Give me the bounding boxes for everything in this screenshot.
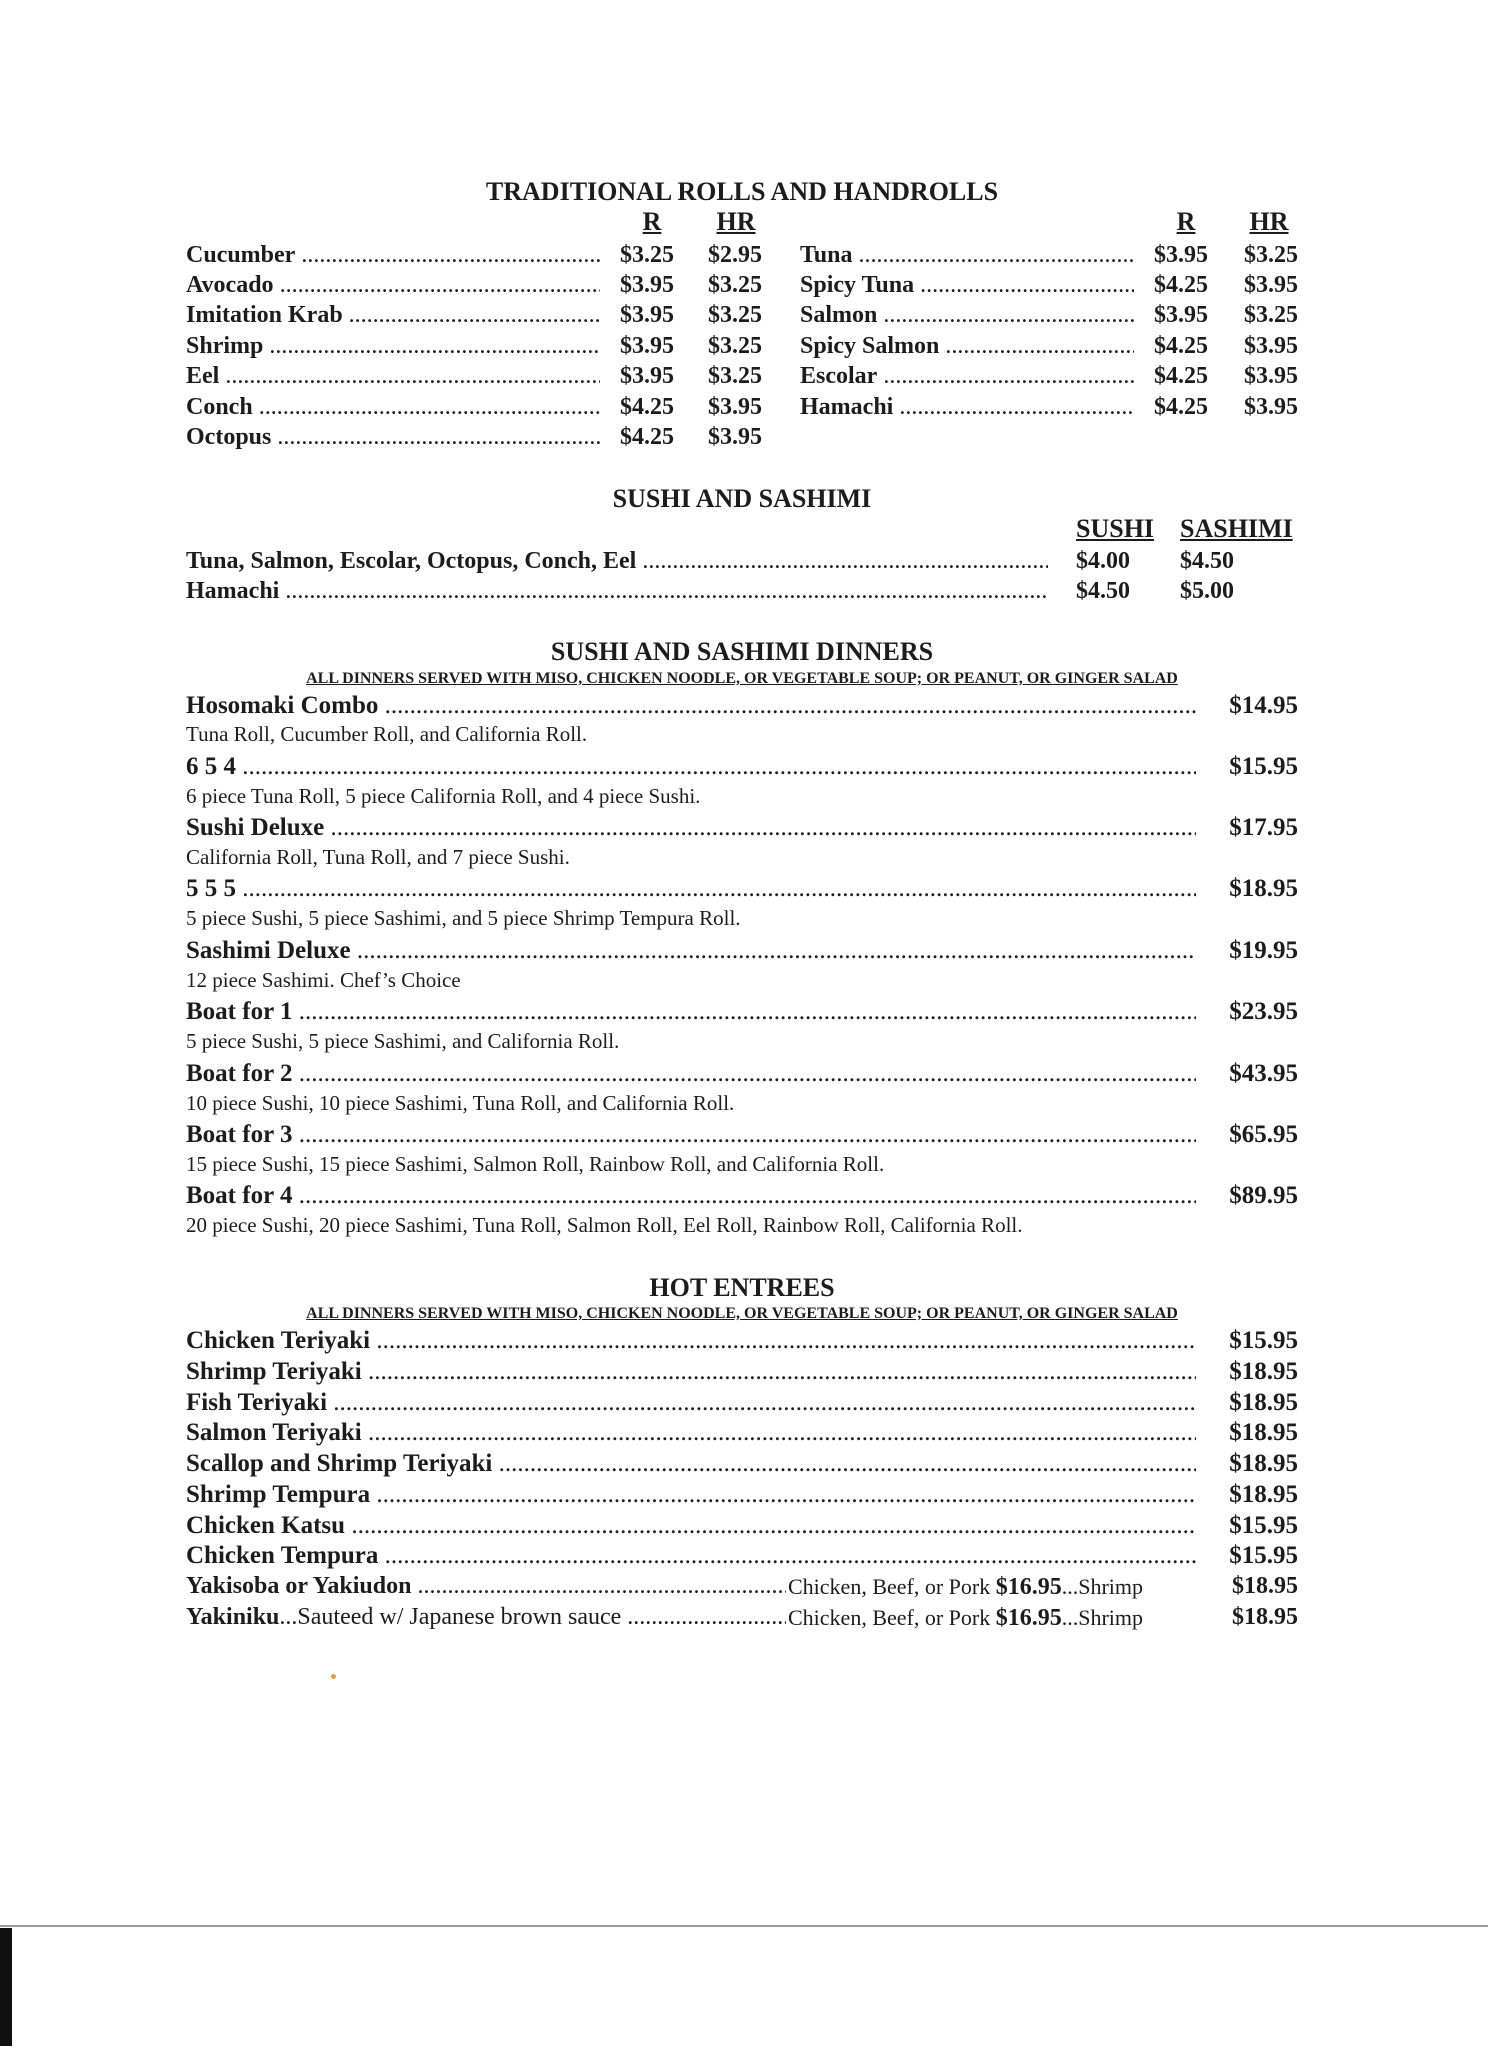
dinner-desc: 12 piece Sashimi. Chef’s Choice bbox=[186, 968, 461, 992]
roll-price-hr: $3.95 bbox=[1244, 333, 1298, 359]
roll-item bbox=[800, 300, 1300, 330]
roll-price-r: $3.95 bbox=[620, 302, 674, 328]
dinner-desc: 6 piece Tuna Roll, 5 piece California Roll, and 4 piece Sushi. bbox=[186, 784, 701, 808]
roll-price-r: $4.25 bbox=[620, 394, 674, 420]
roll-item bbox=[186, 331, 778, 361]
hot-name: Chicken Katsu ..... bbox=[186, 1510, 1196, 1541]
hot-item bbox=[186, 1540, 1298, 1571]
dinner-name: Boat for 4 ..... bbox=[186, 1180, 1196, 1211]
dinner-name: Boat for 1 ..... bbox=[186, 996, 1196, 1027]
sushi-price: $4.00 bbox=[1076, 548, 1130, 574]
roll-item bbox=[186, 270, 778, 300]
roll-name: Hamachi ..... bbox=[800, 392, 1134, 422]
special-alt: Shrimp bbox=[1078, 1574, 1144, 1599]
dinner-item bbox=[186, 873, 1298, 904]
dinner-price: $43.95 bbox=[1229, 1060, 1298, 1087]
dinner-price: $65.95 bbox=[1229, 1121, 1298, 1148]
dinner-item bbox=[186, 1180, 1298, 1211]
hot-item bbox=[186, 1325, 1298, 1356]
dinner-desc: Tuna Roll, Cucumber Roll, and California Roll. bbox=[186, 722, 588, 746]
dinner-price: $19.95 bbox=[1229, 937, 1298, 964]
roll-name: Conch ..... bbox=[186, 392, 600, 422]
hot-item bbox=[186, 1387, 1298, 1418]
special-name: Yakisoba or Yakiudon bbox=[186, 1573, 412, 1599]
hot-name: Fish Teriyaki ..... bbox=[186, 1387, 1196, 1418]
roll-price-hr: $3.95 bbox=[1244, 363, 1298, 389]
roll-price-hr: $3.95 bbox=[1244, 394, 1298, 420]
hot-item bbox=[186, 1479, 1298, 1510]
roll-price-r: $4.25 bbox=[1154, 272, 1208, 298]
roll-name: Shrimp ..... bbox=[186, 331, 600, 361]
hot-special-item bbox=[186, 1602, 1298, 1633]
dinner-desc: California Roll, Tuna Roll, and 7 piece Sushi. bbox=[186, 845, 570, 869]
hot-name: Scallop and Shrimp Teriyaki ..... bbox=[186, 1448, 1196, 1479]
roll-price-r: $3.95 bbox=[620, 333, 674, 359]
special-lead bbox=[186, 1571, 786, 1602]
dinners-note: ALL DINNERS SERVED WITH MISO, CHICKEN NOODLE, OR VEGETABLE SOUP; OR PEANUT, OR GINGER SALAD bbox=[306, 670, 1178, 687]
hot-price: $18.95 bbox=[1229, 1389, 1298, 1416]
roll-name: Spicy Tuna ..... bbox=[800, 270, 1134, 300]
dinner-desc: 5 piece Sushi, 5 piece Sashimi, and 5 piece Shrimp Tempura Roll. bbox=[186, 906, 741, 930]
roll-name: Cucumber ..... bbox=[186, 240, 600, 270]
roll-item bbox=[800, 270, 1300, 300]
dinner-name: Boat for 3 ..... bbox=[186, 1119, 1196, 1150]
roll-price-hr: $3.25 bbox=[1244, 302, 1298, 328]
roll-price-hr: $3.25 bbox=[708, 363, 762, 389]
roll-name: Spicy Salmon ..... bbox=[800, 331, 1134, 361]
hot-price: $18.95 bbox=[1229, 1419, 1298, 1446]
dinner-price: $23.95 bbox=[1229, 998, 1298, 1025]
hot-item bbox=[186, 1448, 1298, 1479]
roll-price-r: $4.25 bbox=[1154, 363, 1208, 389]
sashimi-price: $5.00 bbox=[1180, 578, 1234, 604]
roll-item bbox=[186, 361, 778, 391]
rolls-title: TRADITIONAL ROLLS AND HANDROLLS bbox=[485, 177, 999, 206]
roll-item bbox=[800, 331, 1300, 361]
roll-price-r: $3.95 bbox=[1154, 242, 1208, 268]
sushi-sashimi-title: SUSHI AND SASHIMI bbox=[612, 484, 872, 513]
rolls-right-col-r: R bbox=[1176, 207, 1196, 236]
roll-item bbox=[186, 300, 778, 330]
roll-price-hr: $3.95 bbox=[708, 424, 762, 450]
roll-name: Eel ..... bbox=[186, 361, 600, 391]
roll-price-hr: $3.25 bbox=[708, 333, 762, 359]
hot-name: Chicken Tempura ..... bbox=[186, 1540, 1196, 1571]
hot-price: $18.95 bbox=[1229, 1481, 1298, 1508]
special-options-text: Chicken, Beef, or Pork bbox=[788, 1605, 991, 1630]
sushi-price: $4.50 bbox=[1076, 578, 1130, 604]
rolls-left-col-hr: HR bbox=[716, 207, 756, 236]
roll-item bbox=[186, 422, 778, 452]
roll-price-hr: $2.95 bbox=[708, 242, 762, 268]
roll-price-hr: $3.25 bbox=[708, 302, 762, 328]
roll-name: Avocado ..... bbox=[186, 270, 600, 300]
roll-price-hr: $3.95 bbox=[1244, 272, 1298, 298]
dinner-name: 6 5 4 ..... bbox=[186, 751, 1196, 782]
special-alt: Shrimp bbox=[1078, 1605, 1144, 1630]
roll-price-r: $3.25 bbox=[620, 242, 674, 268]
roll-price-r: $3.95 bbox=[620, 363, 674, 389]
roll-item bbox=[800, 240, 1300, 270]
hot-name: Shrimp Teriyaki ..... bbox=[186, 1356, 1196, 1387]
dinner-item bbox=[186, 812, 1298, 843]
roll-item bbox=[186, 392, 778, 422]
roll-price-hr: $3.25 bbox=[1244, 242, 1298, 268]
dinner-price: $18.95 bbox=[1229, 875, 1298, 902]
dinner-desc: 20 piece Sushi, 20 piece Sashimi, Tuna Roll, Salmon Roll, Eel Roll, Rainbow Roll, California Roll. bbox=[186, 1213, 1023, 1237]
roll-name: Tuna ..... bbox=[800, 240, 1134, 270]
dinner-desc: 5 piece Sushi, 5 piece Sashimi, and California Roll. bbox=[186, 1029, 620, 1053]
hot-item bbox=[186, 1417, 1298, 1448]
dinner-item bbox=[186, 1119, 1298, 1150]
hot-price: $18.95 bbox=[1229, 1358, 1298, 1385]
scan-bottom-margin bbox=[0, 1925, 1488, 2048]
special-option-price: $16.95 bbox=[995, 1574, 1062, 1600]
roll-price-r: $3.95 bbox=[620, 272, 674, 298]
special-extra: Sauteed w/ Japanese brown sauce bbox=[297, 1604, 622, 1630]
dinner-name: Boat for 2 ..... bbox=[186, 1058, 1196, 1089]
hot-name: Chicken Teriyaki ..... bbox=[186, 1325, 1196, 1356]
hot-note: ALL DINNERS SERVED WITH MISO, CHICKEN NOODLE, OR VEGETABLE SOUP; OR PEANUT, OR GINGER SALAD bbox=[306, 1305, 1178, 1322]
scan-edge bbox=[0, 1928, 12, 2046]
dinner-item bbox=[186, 751, 1298, 782]
dinner-price: $89.95 bbox=[1229, 1182, 1298, 1209]
hot-item bbox=[186, 1356, 1298, 1387]
hot-price: $15.95 bbox=[1229, 1512, 1298, 1539]
special-option-price: $16.95 bbox=[995, 1605, 1062, 1631]
hot-price: $15.95 bbox=[1229, 1542, 1298, 1569]
hot-price: $15.95 bbox=[1229, 1327, 1298, 1354]
hot-name: Shrimp Tempura ..... bbox=[186, 1479, 1196, 1510]
dinner-price: $17.95 bbox=[1229, 814, 1298, 841]
special-price: $18.95 bbox=[1232, 1604, 1298, 1630]
col-sushi: SUSHI bbox=[1076, 514, 1155, 543]
roll-name: Imitation Krab ..... bbox=[186, 300, 600, 330]
dinner-name: Sashimi Deluxe ..... bbox=[186, 935, 1196, 966]
special-options: Chicken, Beef, or Pork $16.95...Shrimp bbox=[788, 1574, 1144, 1600]
sushi-row-name: Tuna, Salmon, Escolar, Octopus, Conch, Eel ..... bbox=[186, 546, 1048, 576]
hot-name: Salmon Teriyaki ..... bbox=[186, 1417, 1196, 1448]
scan-speck bbox=[331, 1674, 336, 1679]
dinner-name: Hosomaki Combo ..... bbox=[186, 690, 1196, 721]
dinner-price: $15.95 bbox=[1229, 753, 1298, 780]
roll-name: Salmon ..... bbox=[800, 300, 1134, 330]
special-options: Chicken, Beef, or Pork $16.95...Shrimp bbox=[788, 1605, 1144, 1631]
special-lead: Yakiniku...Sauteed w/ Japanese brown sauce ..... bbox=[186, 1602, 786, 1633]
dinner-desc: 10 piece Sushi, 10 piece Sashimi, Tuna Roll, and California Roll. bbox=[186, 1091, 735, 1115]
roll-price-r: $4.25 bbox=[620, 424, 674, 450]
roll-name: Escolar ..... bbox=[800, 361, 1134, 391]
dinner-item bbox=[186, 690, 1298, 721]
hot-special-item bbox=[186, 1571, 1298, 1602]
roll-item bbox=[800, 392, 1300, 422]
hot-title: HOT ENTREES bbox=[649, 1273, 835, 1302]
special-name: Yakiniku bbox=[186, 1604, 280, 1630]
rolls-left-col-r: R bbox=[642, 207, 662, 236]
sushi-row-name: Hamachi ..... bbox=[186, 576, 1048, 606]
hot-item bbox=[186, 1510, 1298, 1541]
dinner-name: 5 5 5 ..... bbox=[186, 873, 1196, 904]
sashimi-price: $4.50 bbox=[1180, 548, 1234, 574]
dinner-item bbox=[186, 996, 1298, 1027]
roll-name: Octopus ..... bbox=[186, 422, 600, 452]
roll-item bbox=[800, 361, 1300, 391]
roll-price-r: $4.25 bbox=[1154, 333, 1208, 359]
sushi-row bbox=[186, 576, 1298, 606]
dinners-title: SUSHI AND SASHIMI DINNERS bbox=[550, 637, 934, 666]
roll-price-r: $4.25 bbox=[1154, 394, 1208, 420]
dinner-item bbox=[186, 1058, 1298, 1089]
hot-price: $18.95 bbox=[1229, 1450, 1298, 1477]
roll-item bbox=[186, 240, 778, 270]
dinner-desc: 15 piece Sushi, 15 piece Sashimi, Salmon Roll, Rainbow Roll, and California Roll. bbox=[186, 1152, 885, 1176]
dinner-item bbox=[186, 935, 1298, 966]
sushi-row bbox=[186, 546, 1298, 576]
rolls-right-col-hr: HR bbox=[1249, 207, 1289, 236]
roll-price-hr: $3.95 bbox=[708, 394, 762, 420]
dinner-name: Sushi Deluxe ..... bbox=[186, 812, 1196, 843]
special-options-text: Chicken, Beef, or Pork bbox=[788, 1574, 991, 1599]
special-price: $18.95 bbox=[1232, 1573, 1298, 1599]
roll-price-r: $3.95 bbox=[1154, 302, 1208, 328]
dinner-price: $14.95 bbox=[1229, 692, 1298, 719]
roll-price-hr: $3.25 bbox=[708, 272, 762, 298]
col-sashimi: SASHIMI bbox=[1180, 514, 1293, 543]
